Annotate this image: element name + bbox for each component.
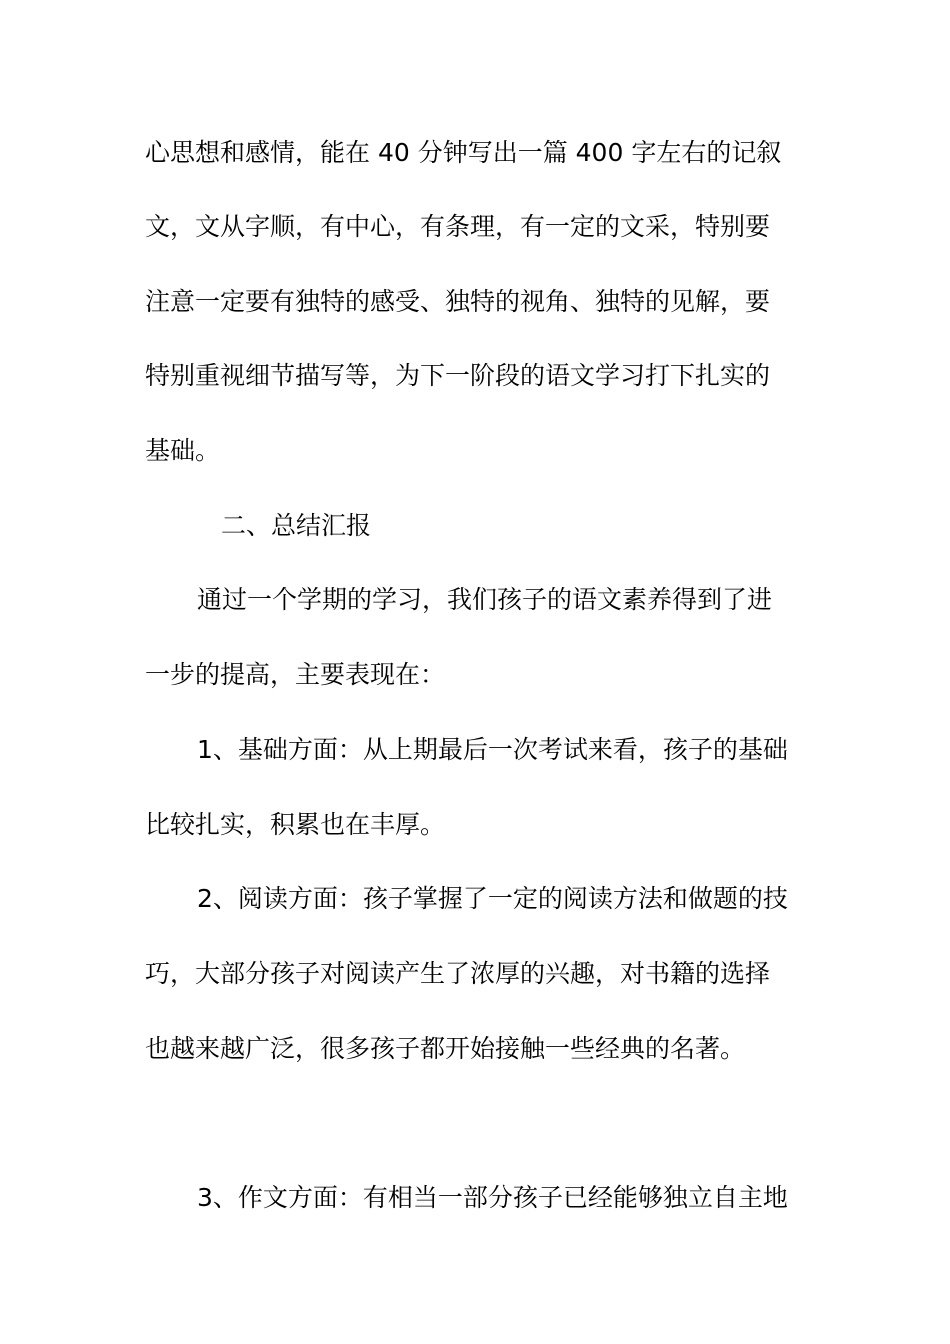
paragraph-line: 基础。 — [145, 436, 221, 465]
paragraph-line: 注意一定要有独特的感受、独特的视角、独特的见解，要 — [145, 287, 771, 316]
paragraph-line: 心思想和感情，能在 40 分钟写出一篇 400 字左右的记叙 — [145, 138, 782, 167]
paragraph-line: 通过一个学期的学习，我们孩子的语文素养得到了进 — [197, 585, 773, 614]
list-item-line: 1、基础方面：从上期最后一次考试来看，孩子的基础 — [197, 735, 788, 764]
list-item-line: 巧，大部分孩子对阅读产生了浓厚的兴趣，对书籍的选择 — [145, 959, 771, 988]
list-item-line: 比较扎实，积累也在丰厚。 — [145, 810, 446, 839]
paragraph-line: 特别重视细节描写等，为下一阶段的语文学习打下扎实的 — [145, 361, 771, 390]
paragraph-line: 一步的提高，主要表现在： — [145, 660, 446, 689]
list-item-line: 也越来越广泛，很多孩子都开始接触一些经典的名著。 — [145, 1034, 746, 1063]
section-heading: 二、总结汇报 — [221, 511, 372, 540]
paragraph-line: 文，文从字顺，有中心，有条理，有一定的文采，特别要 — [145, 212, 771, 241]
list-item-line: 3、作文方面：有相当一部分孩子已经能够独立自主地 — [197, 1183, 788, 1212]
list-item-line: 2、阅读方面：孩子掌握了一定的阅读方法和做题的技 — [197, 884, 788, 913]
